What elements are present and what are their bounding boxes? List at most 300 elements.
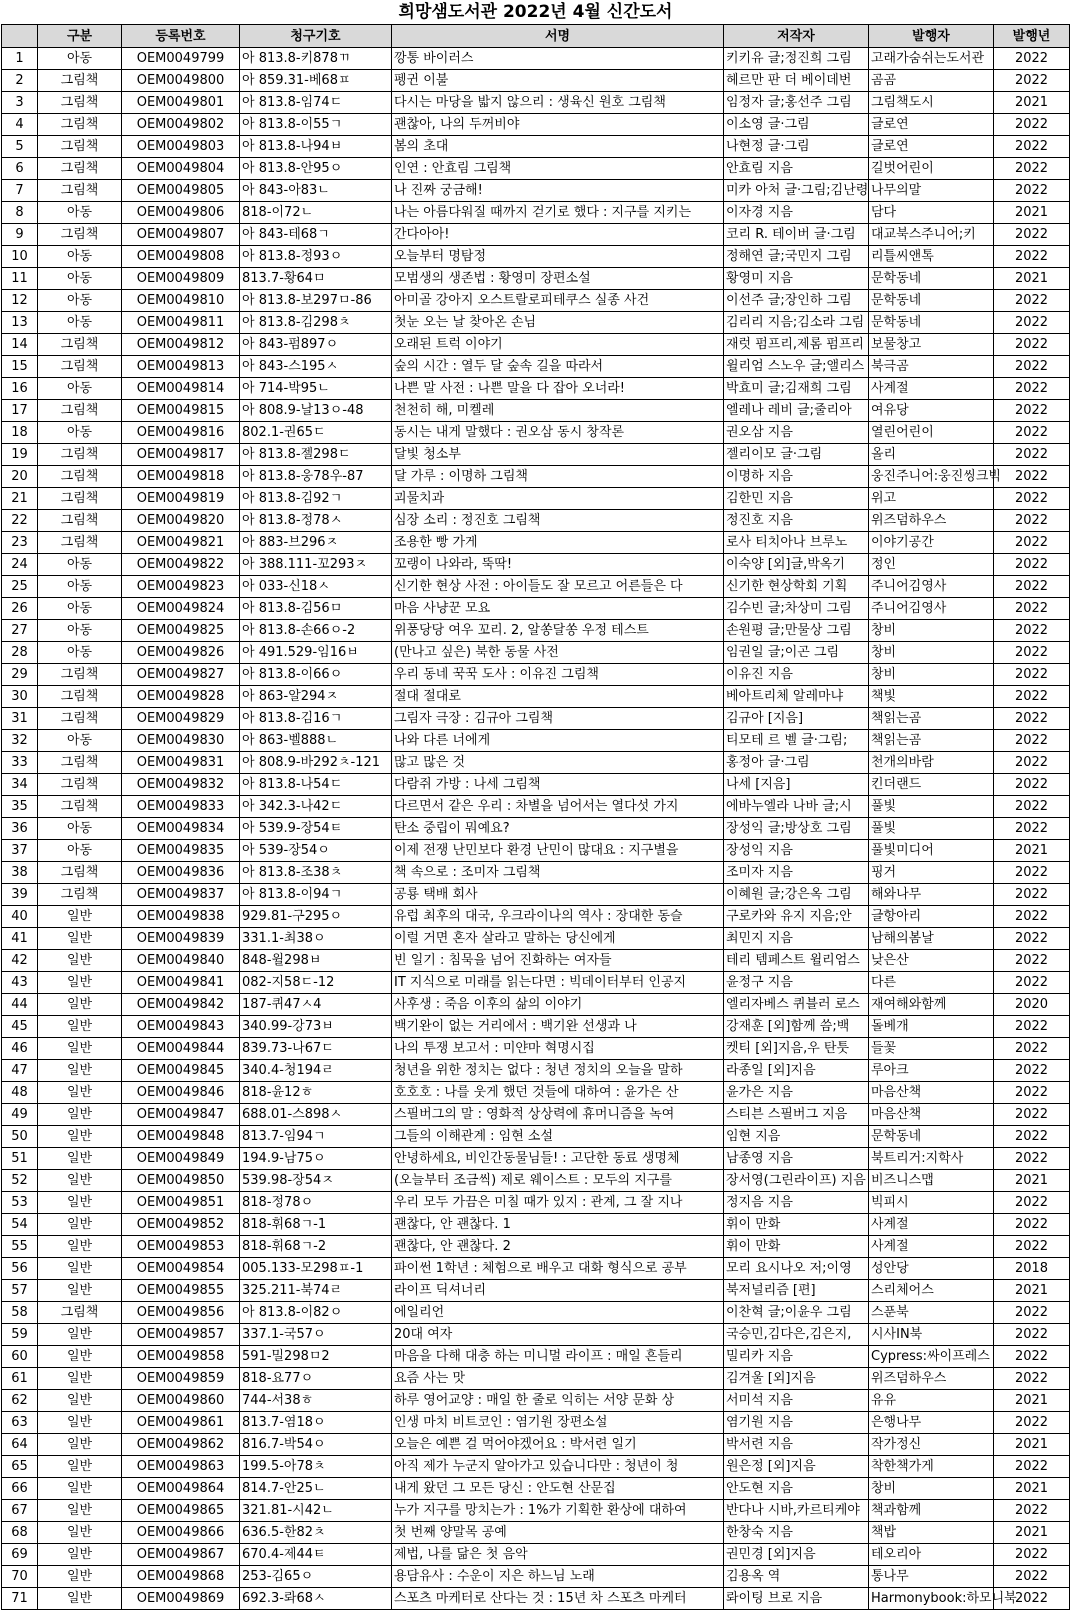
cell-publisher: 책과함께 (869, 1500, 994, 1522)
cell-registration-number: OEM0049805 (122, 180, 240, 202)
cell-year: 2022 (994, 422, 1070, 444)
cell-registration-number: OEM0049862 (122, 1434, 240, 1456)
cell-registration-number: OEM0049818 (122, 466, 240, 488)
cell-call-number: 아 813.8-이94ㄱ (240, 884, 392, 906)
cell-call-number: 325.211-북74ㄹ (240, 1280, 392, 1302)
cell-registration-number: OEM0049869 (122, 1588, 240, 1610)
cell-category: 아동 (38, 840, 122, 862)
cell-registration-number: OEM0049859 (122, 1368, 240, 1390)
table-row (2, 1060, 1070, 1082)
cell-publisher: 시사IN북 (869, 1324, 994, 1346)
table-row (2, 444, 1070, 466)
table-row (2, 708, 1070, 730)
cell-index: 6 (2, 158, 38, 180)
cell-year: 2020 (994, 994, 1070, 1016)
table-row (2, 620, 1070, 642)
table-row (2, 884, 1070, 906)
cell-category: 그림책 (38, 532, 122, 554)
cell-call-number: 818-정78ㅇ (240, 1192, 392, 1214)
cell-category: 일반 (38, 1148, 122, 1170)
table-row (2, 92, 1070, 114)
cell-category: 그림책 (38, 708, 122, 730)
cell-publisher: 올리 (869, 444, 994, 466)
cell-publisher: 문학동네 (869, 268, 994, 290)
cell-category: 그림책 (38, 686, 122, 708)
cell-book-title: 괜찮다, 안 괜찮다. 1 (392, 1214, 724, 1236)
cell-book-title: 탄소 중립이 뭐예요? (392, 818, 724, 840)
cell-publisher: 통나무 (869, 1566, 994, 1588)
header-category: 구분 (38, 25, 122, 48)
table-row (2, 70, 1070, 92)
cell-call-number: 539.98-장54ㅈ (240, 1170, 392, 1192)
cell-index: 41 (2, 928, 38, 950)
cell-year: 2022 (994, 378, 1070, 400)
cell-publisher: 사계절 (869, 1214, 994, 1236)
cell-book-title: 간다아아! (392, 224, 724, 246)
cell-publisher: 문학동네 (869, 290, 994, 312)
cell-year: 2022 (994, 1544, 1070, 1566)
header-index (2, 25, 38, 48)
cell-book-title: 위풍당당 여우 꼬리. 2, 알쏭달쏭 우정 테스트 (392, 620, 724, 642)
cell-category: 일반 (38, 1082, 122, 1104)
cell-publisher: 재여해와함께 (869, 994, 994, 1016)
cell-call-number: 아 808.9-날13ㅇ-48 (240, 400, 392, 422)
cell-index: 55 (2, 1236, 38, 1258)
cell-call-number: 아 539.9-장54ㅌ (240, 818, 392, 840)
cell-index: 15 (2, 356, 38, 378)
cell-publisher: 책빛 (869, 686, 994, 708)
cell-call-number: 818-휘68ㄱ-1 (240, 1214, 392, 1236)
cell-registration-number: OEM0049828 (122, 686, 240, 708)
cell-author: 나현정 글·그림 (724, 136, 869, 158)
cell-book-title: 우리 모두 가끔은 미칠 때가 있지 : 관계, 그 잘 지나 (392, 1192, 724, 1214)
cell-author: 임정자 글;홍선주 그림 (724, 92, 869, 114)
cell-year: 2022 (994, 290, 1070, 312)
cell-category: 일반 (38, 1126, 122, 1148)
cell-publisher: 작가정신 (869, 1434, 994, 1456)
cell-registration-number: OEM0049812 (122, 334, 240, 356)
cell-publisher: 남해의봄날 (869, 928, 994, 950)
cell-call-number: 082-지58ㄷ-12 (240, 972, 392, 994)
cell-index: 67 (2, 1500, 38, 1522)
header-call-number: 청구기호 (240, 25, 392, 48)
cell-call-number: 아 843-아83ㄴ (240, 180, 392, 202)
cell-author: 북저널리즘 [편] (724, 1280, 869, 1302)
cell-year: 2022 (994, 906, 1070, 928)
cell-call-number: 340.4-청194ㄹ (240, 1060, 392, 1082)
cell-call-number: 아 491.529-임16ㅂ (240, 642, 392, 664)
cell-index: 61 (2, 1368, 38, 1390)
header-year: 발행년 (994, 25, 1070, 48)
cell-year: 2022 (994, 312, 1070, 334)
cell-year: 2022 (994, 1126, 1070, 1148)
cell-call-number: 744-서38ㅎ (240, 1390, 392, 1412)
cell-call-number: 321.81-시42ㄴ (240, 1500, 392, 1522)
cell-publisher: 해와나무 (869, 884, 994, 906)
cell-registration-number: OEM0049801 (122, 92, 240, 114)
cell-author: 이소영 글·그림 (724, 114, 869, 136)
cell-publisher: 창비 (869, 664, 994, 686)
table-row (2, 114, 1070, 136)
cell-author: 장성익 지음 (724, 840, 869, 862)
cell-category: 아동 (38, 620, 122, 642)
cell-index: 28 (2, 642, 38, 664)
cell-registration-number: OEM0049837 (122, 884, 240, 906)
cell-call-number: 아 813.8-손66ㅇ-2 (240, 620, 392, 642)
cell-author: 남종영 지음 (724, 1148, 869, 1170)
cell-year: 2022 (994, 1148, 1070, 1170)
cell-publisher: 마음산책 (869, 1104, 994, 1126)
cell-index: 7 (2, 180, 38, 202)
cell-index: 18 (2, 422, 38, 444)
cell-call-number: 005.133-모298ㅍ-1 (240, 1258, 392, 1280)
cell-category: 일반 (38, 1434, 122, 1456)
cell-category: 일반 (38, 1060, 122, 1082)
cell-author: 베아트리체 알레마냐 (724, 686, 869, 708)
cell-publisher: 킨더랜드 (869, 774, 994, 796)
cell-year: 2022 (994, 180, 1070, 202)
cell-year: 2022 (994, 1236, 1070, 1258)
cell-category: 일반 (38, 1522, 122, 1544)
cell-call-number: 아 813.8-보297ㅁ-86 (240, 290, 392, 312)
cell-year: 2022 (994, 1500, 1070, 1522)
cell-call-number: 아 813.8-김56ㅁ (240, 598, 392, 620)
table-row (2, 840, 1070, 862)
cell-year: 2022 (994, 576, 1070, 598)
cell-category: 그림책 (38, 466, 122, 488)
cell-book-title: 숲의 시간 : 열두 달 숲속 길을 따라서 (392, 356, 724, 378)
cell-book-title: (오늘부터 조금씩) 제로 웨이스트 : 모두의 지구를 (392, 1170, 724, 1192)
cell-author: 키키유 글;정진희 그림 (724, 48, 869, 70)
cell-category: 아동 (38, 290, 122, 312)
cell-index: 70 (2, 1566, 38, 1588)
cell-registration-number: OEM0049808 (122, 246, 240, 268)
cell-call-number: 692.3-롸68ㅅ (240, 1588, 392, 1610)
cell-year: 2022 (994, 356, 1070, 378)
cell-book-title: 다시는 마당을 밟지 않으리 : 생육신 원호 그림책 (392, 92, 724, 114)
cell-index: 51 (2, 1148, 38, 1170)
table-row (2, 1148, 1070, 1170)
cell-author: 김겨울 [외]지음 (724, 1368, 869, 1390)
cell-index: 12 (2, 290, 38, 312)
cell-index: 16 (2, 378, 38, 400)
table-row (2, 1104, 1070, 1126)
cell-registration-number: OEM0049804 (122, 158, 240, 180)
cell-index: 27 (2, 620, 38, 642)
table-row (2, 1170, 1070, 1192)
cell-year: 2021 (994, 202, 1070, 224)
cell-registration-number: OEM0049845 (122, 1060, 240, 1082)
cell-author: 스티븐 스필버그 지음 (724, 1104, 869, 1126)
cell-publisher: 주니어김영사 (869, 576, 994, 598)
cell-index: 2 (2, 70, 38, 92)
cell-book-title: 나와 다른 너에게 (392, 730, 724, 752)
table-row (2, 950, 1070, 972)
cell-publisher: 이야기공간 (869, 532, 994, 554)
cell-category: 일반 (38, 1566, 122, 1588)
cell-registration-number: OEM0049811 (122, 312, 240, 334)
cell-author: 홍정아 글·그림 (724, 752, 869, 774)
cell-publisher: 테오리아 (869, 1544, 994, 1566)
cell-year: 2022 (994, 1214, 1070, 1236)
cell-category: 그림책 (38, 356, 122, 378)
cell-publisher: 열린어린이 (869, 422, 994, 444)
cell-call-number: 아 813.8-나94ㅂ (240, 136, 392, 158)
cell-author: 염기원 지음 (724, 1412, 869, 1434)
cell-call-number: 아 813.8-김92ㄱ (240, 488, 392, 510)
cell-registration-number: OEM0049861 (122, 1412, 240, 1434)
cell-call-number: 194.9-남75ㅇ (240, 1148, 392, 1170)
cell-index: 56 (2, 1258, 38, 1280)
cell-publisher: 책밥 (869, 1522, 994, 1544)
cell-call-number: 929.81-구295ㅇ (240, 906, 392, 928)
cell-author: 장서영(그린라이프) 지음 (724, 1170, 869, 1192)
cell-publisher: 낮은산 (869, 950, 994, 972)
header-registration-number: 등록번호 (122, 25, 240, 48)
cell-publisher: 위즈덤하우스 (869, 1368, 994, 1390)
table-row (2, 686, 1070, 708)
cell-author: 코리 R. 테이버 글·그림 (724, 224, 869, 246)
cell-registration-number: OEM0049826 (122, 642, 240, 664)
table-row (2, 1390, 1070, 1412)
cell-call-number: 아 859.31-베68ㅍ (240, 70, 392, 92)
cell-publisher: 비즈니스맵 (869, 1170, 994, 1192)
cell-call-number: 아 863-벨888ㄴ (240, 730, 392, 752)
cell-year: 2021 (994, 1434, 1070, 1456)
cell-book-title: 다람쥐 가방 : 나세 그림책 (392, 774, 724, 796)
cell-registration-number: OEM0049817 (122, 444, 240, 466)
cell-category: 아동 (38, 312, 122, 334)
cell-index: 40 (2, 906, 38, 928)
cell-registration-number: OEM0049820 (122, 510, 240, 532)
cell-registration-number: OEM0049831 (122, 752, 240, 774)
cell-category: 아동 (38, 730, 122, 752)
cell-author: 김규아 [지음] (724, 708, 869, 730)
cell-index: 53 (2, 1192, 38, 1214)
cell-author: 밀리카 지음 (724, 1346, 869, 1368)
cell-call-number: 아 808.9-바292ㅊ-121 (240, 752, 392, 774)
cell-registration-number: OEM0049839 (122, 928, 240, 950)
cell-index: 46 (2, 1038, 38, 1060)
cell-category: 아동 (38, 422, 122, 444)
cell-author: 안효림 지음 (724, 158, 869, 180)
cell-year: 2022 (994, 444, 1070, 466)
cell-publisher: 곰곰 (869, 70, 994, 92)
table-row (2, 818, 1070, 840)
cell-category: 일반 (38, 1588, 122, 1610)
cell-index: 37 (2, 840, 38, 862)
cell-call-number: 199.5-아78ㅊ (240, 1456, 392, 1478)
cell-call-number: 아 813.8-이55ㄱ (240, 114, 392, 136)
cell-author: 원은정 [외]지음 (724, 1456, 869, 1478)
cell-book-title: 사후생 : 죽음 이후의 삶의 이야기 (392, 994, 724, 1016)
header-author: 저작자 (724, 25, 869, 48)
cell-registration-number: OEM0049865 (122, 1500, 240, 1522)
cell-publisher: 글로연 (869, 136, 994, 158)
cell-author: 테리 템페스트 윌리엄스 (724, 950, 869, 972)
cell-category: 그림책 (38, 1302, 122, 1324)
cell-book-title: 심장 소리 : 정진호 그림책 (392, 510, 724, 532)
book-table (1, 24, 1070, 1610)
cell-index: 26 (2, 598, 38, 620)
cell-registration-number: OEM0049834 (122, 818, 240, 840)
cell-registration-number: OEM0049868 (122, 1566, 240, 1588)
cell-year: 2022 (994, 1368, 1070, 1390)
cell-call-number: 아 813.8-김298ㅊ (240, 312, 392, 334)
cell-author: 김한민 지음 (724, 488, 869, 510)
cell-publisher: 빅피시 (869, 1192, 994, 1214)
cell-category: 그림책 (38, 444, 122, 466)
cell-registration-number: OEM0049824 (122, 598, 240, 620)
cell-category: 그림책 (38, 488, 122, 510)
cell-year: 2022 (994, 1324, 1070, 1346)
cell-book-title: 스필버그의 말 : 영화적 상상력에 휴머니즘을 녹여 (392, 1104, 724, 1126)
cell-category: 아동 (38, 202, 122, 224)
cell-year: 2022 (994, 752, 1070, 774)
cell-book-title: 오래된 트럭 이야기 (392, 334, 724, 356)
cell-book-title: 제법, 나를 닮은 첫 음악 (392, 1544, 724, 1566)
cell-registration-number: OEM0049851 (122, 1192, 240, 1214)
table-row (2, 136, 1070, 158)
cell-index: 14 (2, 334, 38, 356)
cell-book-title: 책 속으로 : 조미자 그림책 (392, 862, 724, 884)
cell-call-number: 816.7-박54ㅇ (240, 1434, 392, 1456)
table-row (2, 1258, 1070, 1280)
cell-book-title: 나 진짜 궁금해! (392, 180, 724, 202)
cell-call-number: 아 813.8-웅78우-87 (240, 466, 392, 488)
table-row (2, 532, 1070, 554)
cell-call-number: 아 863-알294ㅈ (240, 686, 392, 708)
table-row (2, 1500, 1070, 1522)
cell-category: 그림책 (38, 510, 122, 532)
cell-registration-number: OEM0049844 (122, 1038, 240, 1060)
cell-author: 김수빈 글;차상미 그림 (724, 598, 869, 620)
cell-category: 일반 (38, 1544, 122, 1566)
cell-registration-number: OEM0049857 (122, 1324, 240, 1346)
cell-publisher: 글항아리 (869, 906, 994, 928)
table-row (2, 224, 1070, 246)
table-row (2, 1478, 1070, 1500)
cell-publisher: 웅진주니어:웅진씽크빅 (869, 466, 994, 488)
cell-index: 49 (2, 1104, 38, 1126)
table-row (2, 1280, 1070, 1302)
cell-index: 34 (2, 774, 38, 796)
cell-author: 나세 [지음] (724, 774, 869, 796)
cell-category: 일반 (38, 1038, 122, 1060)
cell-category: 그림책 (38, 136, 122, 158)
cell-registration-number: OEM0049803 (122, 136, 240, 158)
cell-book-title: 우리 동네 꾹꾹 도사 : 이유진 그림책 (392, 664, 724, 686)
table-row (2, 1434, 1070, 1456)
cell-publisher: 마음산책 (869, 1082, 994, 1104)
cell-publisher: 문학동네 (869, 1126, 994, 1148)
cell-index: 31 (2, 708, 38, 730)
cell-category: 그림책 (38, 752, 122, 774)
cell-author: 롸이팅 브로 지음 (724, 1588, 869, 1610)
cell-index: 33 (2, 752, 38, 774)
cell-category: 그림책 (38, 796, 122, 818)
cell-book-title: 유럽 최후의 대국, 우크라이나의 역사 : 장대한 동슬 (392, 906, 724, 928)
cell-category: 그림책 (38, 884, 122, 906)
cell-category: 일반 (38, 1192, 122, 1214)
cell-publisher: 창비 (869, 642, 994, 664)
cell-index: 9 (2, 224, 38, 246)
cell-registration-number: OEM0049823 (122, 576, 240, 598)
cell-book-title: 나의 투쟁 보고서 : 미얀마 혁명시집 (392, 1038, 724, 1060)
cell-call-number: 아 342.3-나42ㄷ (240, 796, 392, 818)
cell-book-title: 괜찮아, 나의 두꺼비야 (392, 114, 724, 136)
cell-year: 2022 (994, 664, 1070, 686)
cell-registration-number: OEM0049841 (122, 972, 240, 994)
cell-category: 일반 (38, 1456, 122, 1478)
cell-index: 43 (2, 972, 38, 994)
cell-year: 2022 (994, 598, 1070, 620)
cell-author: 엘리자베스 퀴블러 로스 (724, 994, 869, 1016)
cell-call-number: 813.7-임94ㄱ (240, 1126, 392, 1148)
table-row (2, 1368, 1070, 1390)
table-row (2, 774, 1070, 796)
cell-book-title: 청년을 위한 정치는 없다 : 청년 정치의 오늘을 말하 (392, 1060, 724, 1082)
cell-year: 2022 (994, 1412, 1070, 1434)
table-row (2, 334, 1070, 356)
cell-publisher: 정인 (869, 554, 994, 576)
cell-registration-number: OEM0049867 (122, 1544, 240, 1566)
cell-author: 한창숙 지음 (724, 1522, 869, 1544)
cell-call-number: 아 843-테68ㄱ (240, 224, 392, 246)
cell-call-number: 아 813.8-김16ㄱ (240, 708, 392, 730)
cell-category: 일반 (38, 906, 122, 928)
cell-year: 2021 (994, 1522, 1070, 1544)
cell-author: 로사 티치아나 브루노 (724, 532, 869, 554)
cell-registration-number: OEM0049806 (122, 202, 240, 224)
table-row (2, 1566, 1070, 1588)
cell-registration-number: OEM0049800 (122, 70, 240, 92)
cell-category: 일반 (38, 1258, 122, 1280)
table-row (2, 906, 1070, 928)
cell-call-number: 818-이72ㄴ (240, 202, 392, 224)
cell-publisher: 문학동네 (869, 312, 994, 334)
cell-index: 35 (2, 796, 38, 818)
cell-index: 71 (2, 1588, 38, 1610)
cell-publisher: 들꽃 (869, 1038, 994, 1060)
table-row (2, 1522, 1070, 1544)
cell-registration-number: OEM0049813 (122, 356, 240, 378)
cell-category: 일반 (38, 1214, 122, 1236)
cell-registration-number: OEM0049821 (122, 532, 240, 554)
cell-registration-number: OEM0049858 (122, 1346, 240, 1368)
cell-book-title: 20대 여자 (392, 1324, 724, 1346)
cell-category: 일반 (38, 972, 122, 994)
cell-book-title: 조용한 빵 가게 (392, 532, 724, 554)
table-row (2, 972, 1070, 994)
cell-category: 일반 (38, 1016, 122, 1038)
table-row (2, 928, 1070, 950)
cell-registration-number: OEM0049816 (122, 422, 240, 444)
cell-author: 에바누엘라 나바 글;시 (724, 796, 869, 818)
table-row (2, 1126, 1070, 1148)
table-row (2, 1456, 1070, 1478)
cell-registration-number: OEM0049860 (122, 1390, 240, 1412)
cell-index: 3 (2, 92, 38, 114)
cell-index: 20 (2, 466, 38, 488)
cell-registration-number: OEM0049819 (122, 488, 240, 510)
cell-book-title: 하루 영어교양 : 매일 한 줄로 익히는 서양 문화 상 (392, 1390, 724, 1412)
cell-index: 36 (2, 818, 38, 840)
cell-publisher: 북트리거:지학사 (869, 1148, 994, 1170)
cell-book-title: 안녕하세요, 비인간동물님들! : 고단한 동료 생명체 (392, 1148, 724, 1170)
cell-author: 권오삼 지음 (724, 422, 869, 444)
cell-publisher: 핑거 (869, 862, 994, 884)
